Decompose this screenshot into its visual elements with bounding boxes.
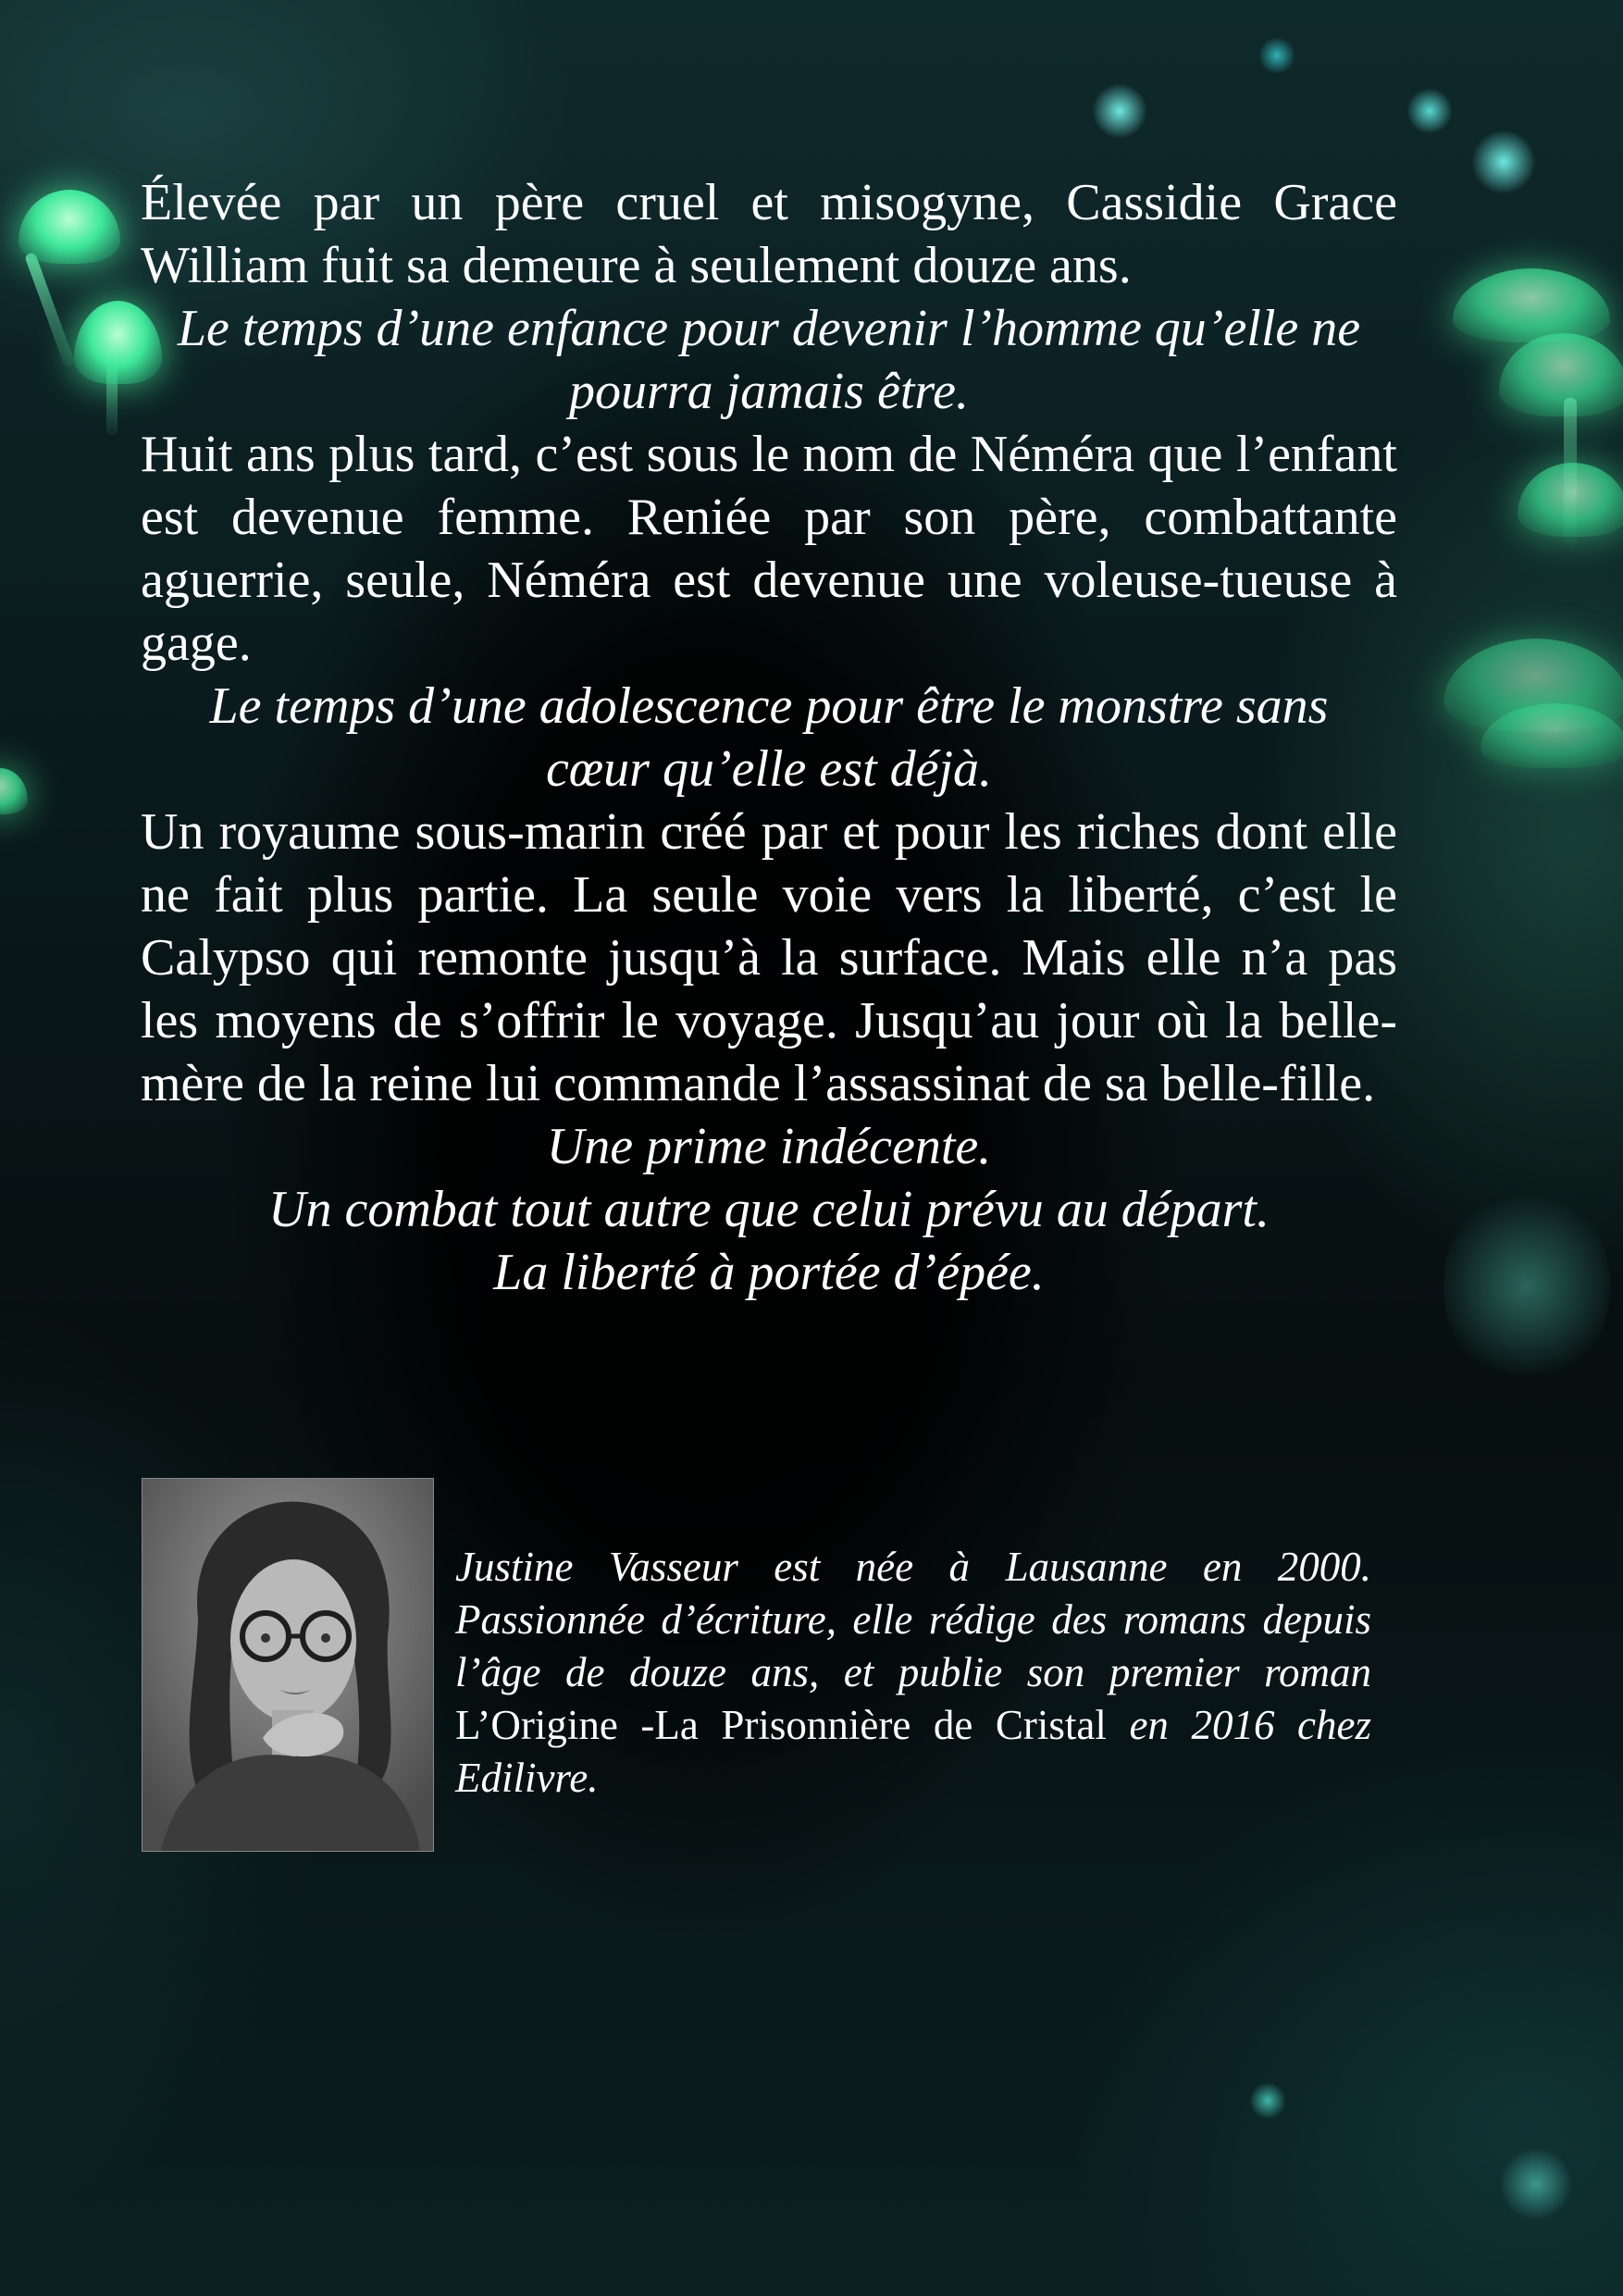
author-portrait-illustration xyxy=(142,1479,433,1851)
synopsis-tagline: Le temps d’une enfance pour devenir l’homme qu’elle ne pourra jamais être. xyxy=(177,300,1361,420)
background-glow xyxy=(1471,130,1536,194)
synopsis-tagline: Une prime indécente. xyxy=(546,1118,992,1175)
mushroom-icon xyxy=(0,768,28,814)
mushroom-icon xyxy=(1518,463,1623,537)
synopsis-tagline: Le temps d’une adolescence pour être le monstre sans cœur qu’elle est déjà. xyxy=(209,677,1329,798)
synopsis-paragraph: Huit ans plus tard, c’est sous le nom de Néméra que l’enfant est devenue femme. Reniée par son père, combattante aguerrie, seule, Néméra est devenue une voleuse-tueuse à gage. xyxy=(141,426,1397,672)
author-photo xyxy=(142,1478,434,1852)
mushroom-icon xyxy=(19,190,120,264)
background-glow xyxy=(1406,88,1453,134)
synopsis xyxy=(141,171,1397,1304)
synopsis-paragraph: Un royaume sous-marin créé par et pour les riches dont elle ne fait plus partie. La seule voie vers la liberté, c’est le Calypso qui remonte jusqu’à la surface. Mais elle n’a pas les moyens de s’offrir le voyage. Jusqu’au jour où la belle-mère de la reine lui commande l’assassinat de sa belle-fille. xyxy=(141,803,1397,1112)
background-glow xyxy=(1499,2147,1573,2221)
background-glow xyxy=(1249,2082,1286,2119)
background-glow xyxy=(1092,83,1147,139)
author-bio-text: en 2016 chez Edilivre. xyxy=(455,1702,1371,1801)
mushroom-icon xyxy=(1499,333,1623,416)
author-bio xyxy=(455,1541,1371,1805)
synopsis-paragraph: Élevée par un père cruel et misogyne, Cassidie Grace William fuit sa demeure à seulement douze ans. xyxy=(141,174,1397,294)
mushroom-icon xyxy=(1453,268,1610,342)
synopsis-tagline: La liberté à portée d’épée. xyxy=(493,1244,1045,1301)
background-glow xyxy=(1258,37,1295,74)
mushroom-icon xyxy=(24,252,76,368)
synopsis-tagline: Un combat tout autre que celui prévu au départ. xyxy=(268,1181,1270,1238)
background-glow xyxy=(1443,1185,1610,1388)
author-book-title: L’Origine -La Prisonnière de Cristal xyxy=(455,1702,1107,1748)
author-bio-text: Justine Vasseur est née à Lausanne en 2000. Passionnée d’écriture, elle rédige des romans depuis l’âge de douze ans, et publie son premier roman xyxy=(455,1544,1371,1695)
